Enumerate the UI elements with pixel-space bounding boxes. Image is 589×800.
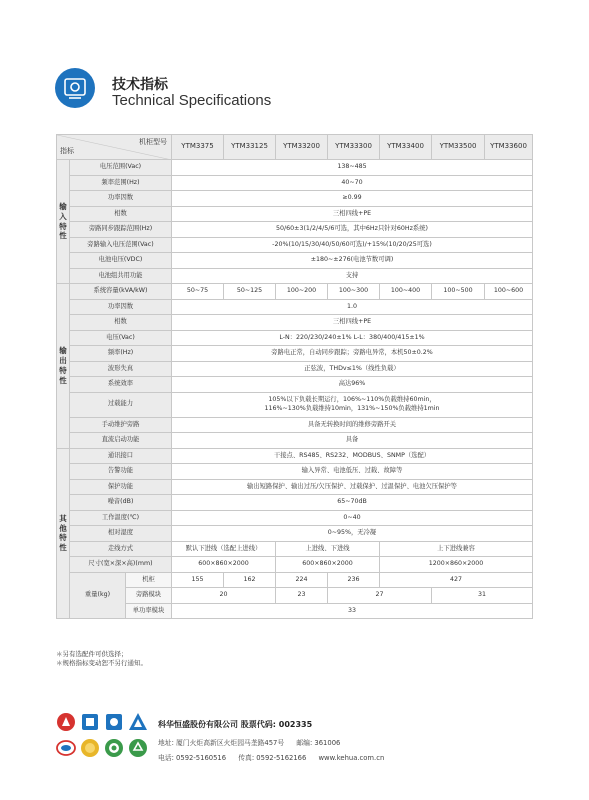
row-label: 告警功能 <box>70 464 172 480</box>
page-title-cn: 技术指标 <box>112 77 168 93</box>
row-value: 干接点、RS485、RS232、MODBUS、SNMP（选配） <box>172 448 533 464</box>
model-header: YTM33500 <box>432 135 485 160</box>
row-value: -20%(10/15/30/40/50/60可选)/+15%(10/20/25可选) <box>172 237 533 253</box>
bypass-weight: 31 <box>432 588 533 604</box>
row-value: 旁路电正常，自动同步跟踪；旁路电异常，本机50±0.2% <box>172 346 533 362</box>
capacity-value: 100~200 <box>276 284 328 300</box>
row-value: 输入异常、电池低压、过载、故障等 <box>172 464 533 480</box>
capacity-value: 50~125 <box>224 284 276 300</box>
table-row <box>57 346 533 362</box>
table-row <box>57 392 533 417</box>
table-row <box>57 268 533 284</box>
size-value: 1200×860×2000 <box>380 557 533 573</box>
row-value: 具备 <box>172 433 533 449</box>
table-row <box>57 284 533 300</box>
footnote: ＊规格指标变动恕不另行通知。 <box>56 659 147 668</box>
table-row <box>57 433 533 449</box>
row-value <box>172 392 533 417</box>
row-value: 138~485 <box>172 160 533 176</box>
row-label: 频率(Hz) <box>70 346 172 362</box>
table-row <box>57 206 533 222</box>
power-module-label: 单功率模块 <box>126 603 172 619</box>
bypass-module-label: 旁路模块 <box>126 588 172 604</box>
model-header: YTM33600 <box>485 135 533 160</box>
row-label: 保护功能 <box>70 479 172 495</box>
cqc-cert-icon <box>104 712 124 732</box>
row-label: 通讯接口 <box>70 448 172 464</box>
fax-text: 传真: 0592-5162166 <box>238 754 307 762</box>
row-value: 三相四线+PE <box>172 315 533 331</box>
cabinet-weight: 427 <box>380 572 533 588</box>
row-label: 频率范围(Hz) <box>70 175 172 191</box>
row-value: 1.0 <box>172 299 533 315</box>
model-header: YTM3375 <box>172 135 224 160</box>
table-row <box>57 541 533 557</box>
page-footer <box>56 712 536 772</box>
row-label: 电压范围(Vac) <box>70 160 172 176</box>
company-name: 科华恒盛股份有限公司 股票代码: 002335 <box>158 720 313 729</box>
row-label: 电压(Vac) <box>70 330 172 346</box>
table-header-row <box>57 135 533 160</box>
address-text: 地址: 厦门火炬高新区火炬园马垄路457号 <box>158 739 285 747</box>
capacity-value: 100~500 <box>432 284 485 300</box>
company-address <box>158 737 350 747</box>
row-value: 输出短路保护、输出过压/欠压保护、过载保护、过温保护、电池欠压保护等 <box>172 479 533 495</box>
group-label-input: 输 入 特 性 <box>57 160 70 284</box>
table-row <box>57 175 533 191</box>
model-header: YTM33300 <box>328 135 380 160</box>
table-row <box>57 479 533 495</box>
table-row <box>57 526 533 542</box>
table-row <box>57 315 533 331</box>
cabinet-weight: 162 <box>224 572 276 588</box>
website-link[interactable]: www.kehua.com.cn <box>318 754 385 762</box>
table-row <box>57 330 533 346</box>
row-value: ±180~±276(电池节数可调) <box>172 253 533 269</box>
capacity-value: 100~300 <box>328 284 380 300</box>
model-header: YTM33200 <box>276 135 328 160</box>
cabinet-weight: 236 <box>328 572 380 588</box>
row-value: 0~40 <box>172 510 533 526</box>
row-value: 三相四线+PE <box>172 206 533 222</box>
row-label: 功率因数 <box>70 299 172 315</box>
row-value: L-N：220/230/240±1% L-L：380/400/415±1% <box>172 330 533 346</box>
table-row <box>57 253 533 269</box>
table-row <box>57 557 533 573</box>
row-label: 功率因数 <box>70 191 172 207</box>
row-label: 直流启动功能 <box>70 433 172 449</box>
table-row <box>57 377 533 393</box>
table-row <box>57 160 533 176</box>
size-value: 600×860×2000 <box>172 557 276 573</box>
spec-table <box>56 134 533 619</box>
award-medal-icon <box>80 738 100 758</box>
row-label: 电池组共用功能 <box>70 268 172 284</box>
capacity-value: 100~600 <box>485 284 533 300</box>
corner-label-model: 机柜型号 <box>139 138 167 146</box>
wiring-value: 上下进线兼容 <box>380 541 533 557</box>
tlc-cert-icon <box>56 738 76 758</box>
footnotes <box>56 650 147 669</box>
group-label-other: 其 他 特 性 <box>57 448 70 619</box>
cnas-cert-icon <box>56 712 76 732</box>
row-label: 尺寸(宽×深×高)(mm) <box>70 557 172 573</box>
row-value: 具备无转换时间的维修旁路开关 <box>172 417 533 433</box>
cabinet-weight: 155 <box>172 572 224 588</box>
row-label: 系统效率 <box>70 377 172 393</box>
row-value: 支持 <box>172 268 533 284</box>
wiring-value: 默认下进线（选配上进线） <box>172 541 276 557</box>
bypass-weight: 27 <box>328 588 432 604</box>
table-row <box>57 191 533 207</box>
table-corner-cell <box>57 135 172 160</box>
iaf-cert-icon <box>80 712 100 732</box>
model-header: YTM33400 <box>380 135 432 160</box>
page-header <box>55 68 535 118</box>
row-value: 正弦波，THDv≤1%（线性负载） <box>172 361 533 377</box>
page-title-en: Technical Specifications <box>112 92 272 109</box>
bypass-weight: 23 <box>276 588 328 604</box>
table-row <box>57 299 533 315</box>
energy-saving-cert-icon <box>104 738 124 758</box>
row-value: 65~70dB <box>172 495 533 511</box>
row-label: 过载能力 <box>70 392 172 417</box>
wiring-value: 上进线、下进线 <box>276 541 380 557</box>
row-label: 手动维护旁路 <box>70 417 172 433</box>
company-contact <box>158 752 394 762</box>
row-label: 相对湿度 <box>70 526 172 542</box>
tuv-cert-icon <box>128 712 148 732</box>
row-label: 电池电压(VDC) <box>70 253 172 269</box>
recycle-cert-icon <box>128 738 148 758</box>
table-row <box>57 495 533 511</box>
bypass-weight: 20 <box>172 588 276 604</box>
overload-line-2: 116%~130%负载维持10min，131%~150%负载维持1min <box>264 404 440 412</box>
row-value: 50/60±3(1/2/4/5/6可选，其中6Hz只针对60Hz系统) <box>172 222 533 238</box>
group-label-output: 输 出 特 性 <box>57 284 70 449</box>
row-label: 相数 <box>70 206 172 222</box>
table-row <box>57 448 533 464</box>
table-row <box>57 464 533 480</box>
row-label: 系统容量(kVA/kW) <box>70 284 172 300</box>
row-label: 波形失真 <box>70 361 172 377</box>
size-value: 600×860×2000 <box>276 557 380 573</box>
table-row <box>57 237 533 253</box>
model-header: YTM33125 <box>224 135 276 160</box>
row-value: 40~70 <box>172 175 533 191</box>
phone-text: 电话: 0592-5160516 <box>158 754 227 762</box>
capacity-value: 50~75 <box>172 284 224 300</box>
corner-label-spec: 指标 <box>60 146 74 155</box>
table-row <box>57 603 533 619</box>
row-label: 旁路输入电压范围(Vac) <box>70 237 172 253</box>
table-row <box>57 417 533 433</box>
table-row <box>57 510 533 526</box>
row-label: 噪音(dB) <box>70 495 172 511</box>
table-row <box>57 572 533 588</box>
weight-label: 重量(kg) <box>70 572 126 619</box>
row-value: 高达96% <box>172 377 533 393</box>
row-label: 旁路同步跟踪范围(Hz) <box>70 222 172 238</box>
footnote: ＊另有选配件可供选择； <box>56 650 128 658</box>
table-row <box>57 588 533 604</box>
overload-line-1: 105%以下负载长期运行，106%~110%负载维持60min， <box>268 396 436 404</box>
capacity-value: 100~400 <box>380 284 432 300</box>
row-label: 相数 <box>70 315 172 331</box>
row-label: 工作温度(℃) <box>70 510 172 526</box>
row-value: 0~95%，无冷凝 <box>172 526 533 542</box>
postcode-text: 邮编: 361006 <box>296 739 341 747</box>
table-row <box>57 361 533 377</box>
row-label: 走线方式 <box>70 541 172 557</box>
row-value: ≥0.99 <box>172 191 533 207</box>
settings-gear-icon <box>55 68 95 108</box>
power-module-weight: 33 <box>172 603 533 619</box>
cabinet-weight: 224 <box>276 572 328 588</box>
table-row <box>57 222 533 238</box>
cabinet-label: 机柜 <box>126 572 172 588</box>
